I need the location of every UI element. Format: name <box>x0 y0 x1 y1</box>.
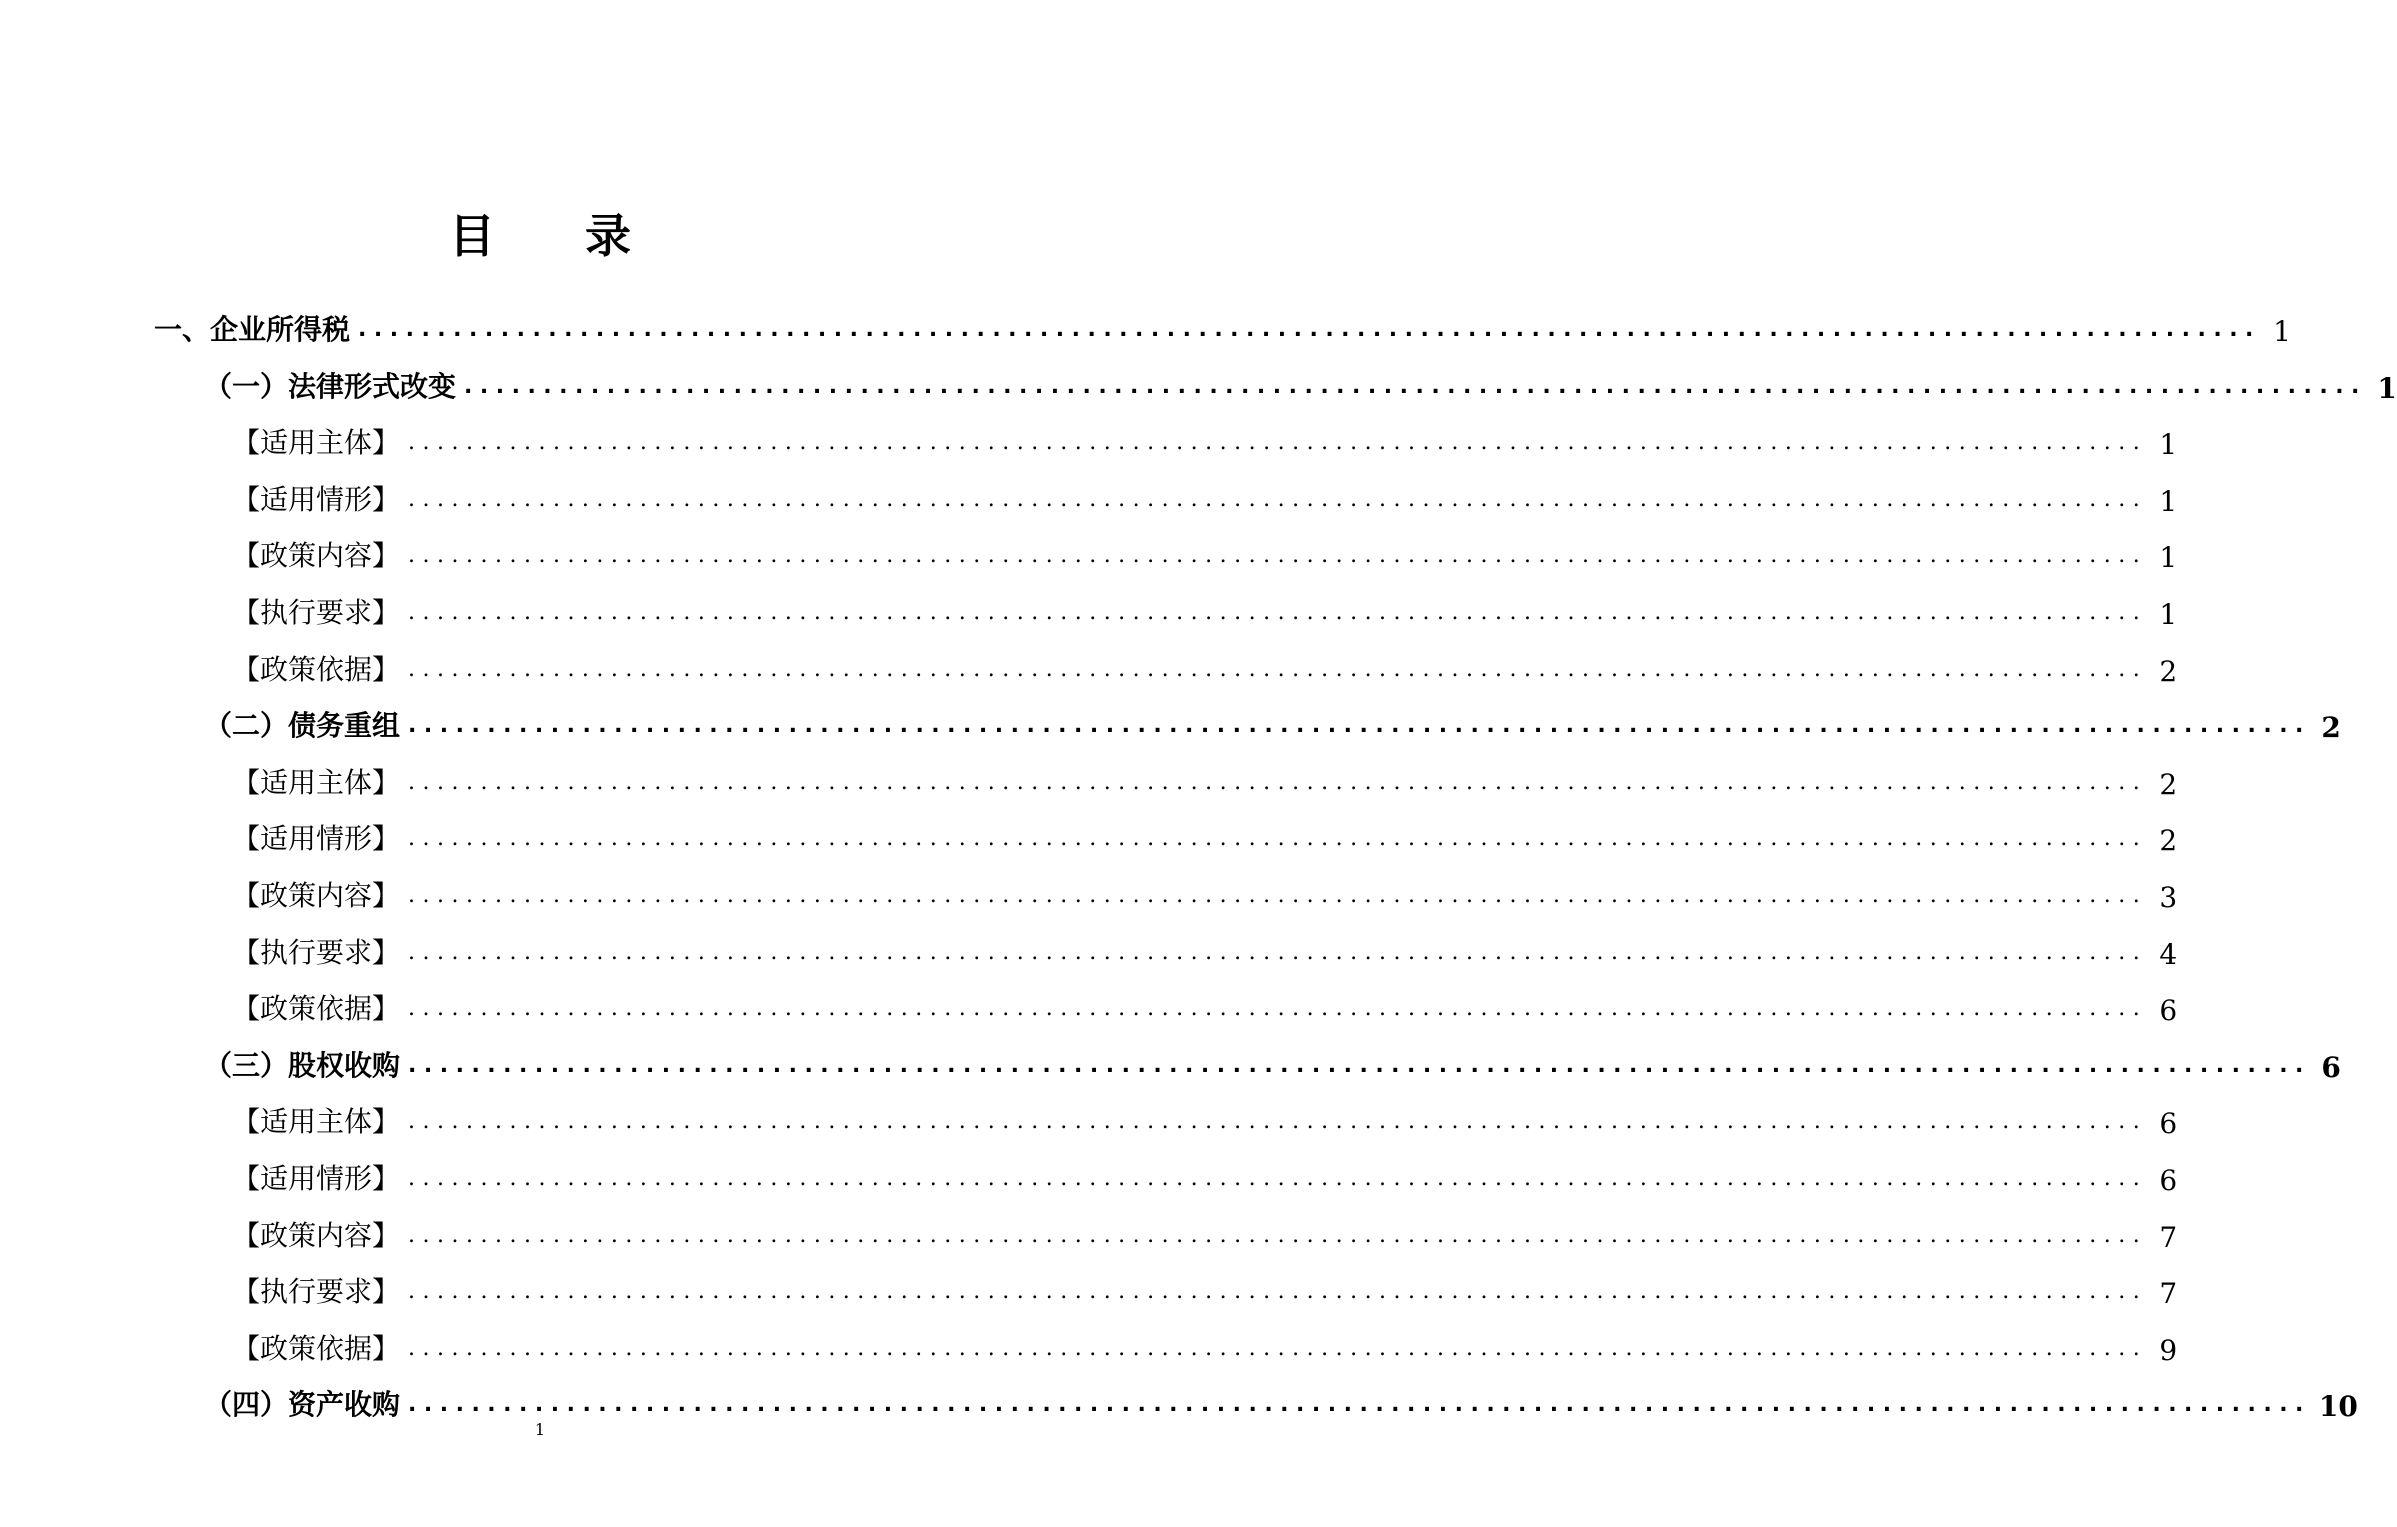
toc-entry-page-number: 1 <box>2159 428 2178 462</box>
toc-leader-dots: ........................................................................................................................ <box>408 430 2148 456</box>
toc-entry-page-number: 1 <box>2159 541 2178 575</box>
toc-entry[interactable] <box>204 698 2341 745</box>
toc-entry[interactable] <box>232 1321 2178 1367</box>
toc-entry[interactable] <box>154 302 2291 348</box>
toc-entry-page-number: 7 <box>2159 1220 2178 1254</box>
toc-leader-dots: ........................................................................................................................ <box>408 996 2148 1022</box>
toc-entry-label: 【适用主体】 <box>232 1105 401 1139</box>
toc-entry-page-number: 3 <box>2159 881 2178 914</box>
toc-entry[interactable] <box>204 1377 2358 1424</box>
toc-entry[interactable] <box>232 755 2178 801</box>
toc-entry-label: 【适用主体】 <box>232 765 401 799</box>
toc-entry-label: （一）法律形式改变 <box>204 369 457 403</box>
toc-entry-page-number: 7 <box>2159 1277 2178 1311</box>
toc-entry-label: 【适用情形】 <box>232 1162 401 1195</box>
toc-entry-page-number: 4 <box>2159 937 2178 971</box>
toc-leader-dots: ........................................................................................................................ <box>408 486 2148 512</box>
toc-leader-dots: ........................................................................................................................ <box>408 883 2148 908</box>
toc-leader-dots: ........................................................................................................................ <box>408 543 2148 569</box>
toc-leader-dots: ........................................................................................................................ <box>408 713 2311 739</box>
toc-entry-label: 【执行要求】 <box>232 935 401 969</box>
toc-entry-label: 【政策依据】 <box>232 652 401 686</box>
toc-entry-label: 【适用主体】 <box>232 426 401 460</box>
toc-entry-page-number: 2 <box>2159 654 2178 688</box>
toc-entry-label: （三）股权收购 <box>204 1048 401 1082</box>
toc-entry[interactable] <box>232 1208 2178 1254</box>
toc-leader-dots: ........................................................................................................................ <box>408 769 2148 795</box>
toc-entry[interactable] <box>232 1264 2178 1311</box>
toc-entry-label: 【政策依据】 <box>232 992 401 1026</box>
toc-entry[interactable] <box>232 1151 2178 1197</box>
toc-entry-page-number: 1 <box>2159 484 2178 518</box>
toc-leader-dots: ........................................................................................................................ <box>464 373 2367 399</box>
toc-leader-dots: ........................................................................................................................ <box>408 656 2148 682</box>
toc-entry-page-number: 2 <box>2159 767 2178 801</box>
toc-entry[interactable] <box>232 811 2178 858</box>
toc-entry-label: 【执行要求】 <box>232 1275 401 1309</box>
toc-entry[interactable] <box>232 528 2178 575</box>
toc-entry-page-number: 2 <box>2159 824 2178 858</box>
toc-entry[interactable] <box>204 359 2397 405</box>
toc-entry-label: 【执行要求】 <box>232 596 401 629</box>
toc-entry[interactable] <box>232 868 2178 914</box>
toc-entry-label: 【政策内容】 <box>232 879 401 912</box>
toc-entry-label: 【适用情形】 <box>232 822 401 856</box>
toc-entry-page-number: 1 <box>2377 371 2397 405</box>
toc-entry-page-number: 6 <box>2159 1107 2178 1141</box>
toc-leader-dots: ........................................................................................................................ <box>408 1109 2148 1135</box>
toc-entry[interactable] <box>204 1038 2341 1084</box>
toc-entry[interactable] <box>232 981 2178 1028</box>
toc-title-part1: 目 <box>449 209 495 263</box>
toc-leader-dots: ........................................................................................................................ <box>358 317 2261 342</box>
toc-entry[interactable] <box>232 925 2178 971</box>
toc-leader-dots: ........................................................................................................................ <box>408 1392 2311 1418</box>
toc-entry-label: 【适用情形】 <box>232 482 401 516</box>
toc-leader-dots: ........................................................................................................................ <box>408 939 2148 965</box>
toc-leader-dots: ........................................................................................................................ <box>408 1279 2148 1305</box>
toc-entry[interactable] <box>232 642 2178 688</box>
toc-entry-page-number: 1 <box>2273 315 2291 348</box>
toc-entry-page-number: 1 <box>2159 598 2178 631</box>
toc-entry-label: 一、企业所得税 <box>154 313 351 346</box>
toc-entry[interactable] <box>232 472 2178 518</box>
toc-entry-page-number: 6 <box>2321 1050 2341 1084</box>
toc-entry-label: 【政策依据】 <box>232 1331 401 1365</box>
toc-leader-dots: ........................................................................................................................ <box>408 1222 2148 1248</box>
toc-leader-dots: ........................................................................................................................ <box>408 600 2148 625</box>
toc-entry-label: 【政策内容】 <box>232 539 401 573</box>
toc-leader-dots: ........................................................................................................................ <box>408 1166 2148 1191</box>
toc-entry[interactable] <box>232 585 2178 631</box>
toc-entry[interactable] <box>232 415 2178 462</box>
toc-entry-label: （四）资产收购 <box>204 1388 401 1422</box>
toc-entry-page-number: 9 <box>2159 1333 2178 1367</box>
toc-leader-dots: ........................................................................................................................ <box>408 826 2148 852</box>
toc-entry-label: 【政策内容】 <box>232 1218 401 1252</box>
toc-entry-page-number: 10 <box>2318 1390 2358 1424</box>
toc-entry-label: （二）债务重组 <box>204 709 401 743</box>
toc-entry-page-number: 6 <box>2159 1164 2178 1197</box>
toc-leader-dots: ........................................................................................................................ <box>408 1335 2148 1361</box>
toc-entry-page-number: 2 <box>2321 711 2341 745</box>
toc-title-part2: 录 <box>585 209 631 263</box>
page-footer-number: 1 <box>534 1420 546 1439</box>
toc-title <box>0 200 1080 266</box>
toc-entry-page-number: 6 <box>2159 994 2178 1028</box>
toc-entry[interactable] <box>232 1094 2178 1141</box>
toc-leader-dots: ........................................................................................................................ <box>408 1052 2311 1078</box>
